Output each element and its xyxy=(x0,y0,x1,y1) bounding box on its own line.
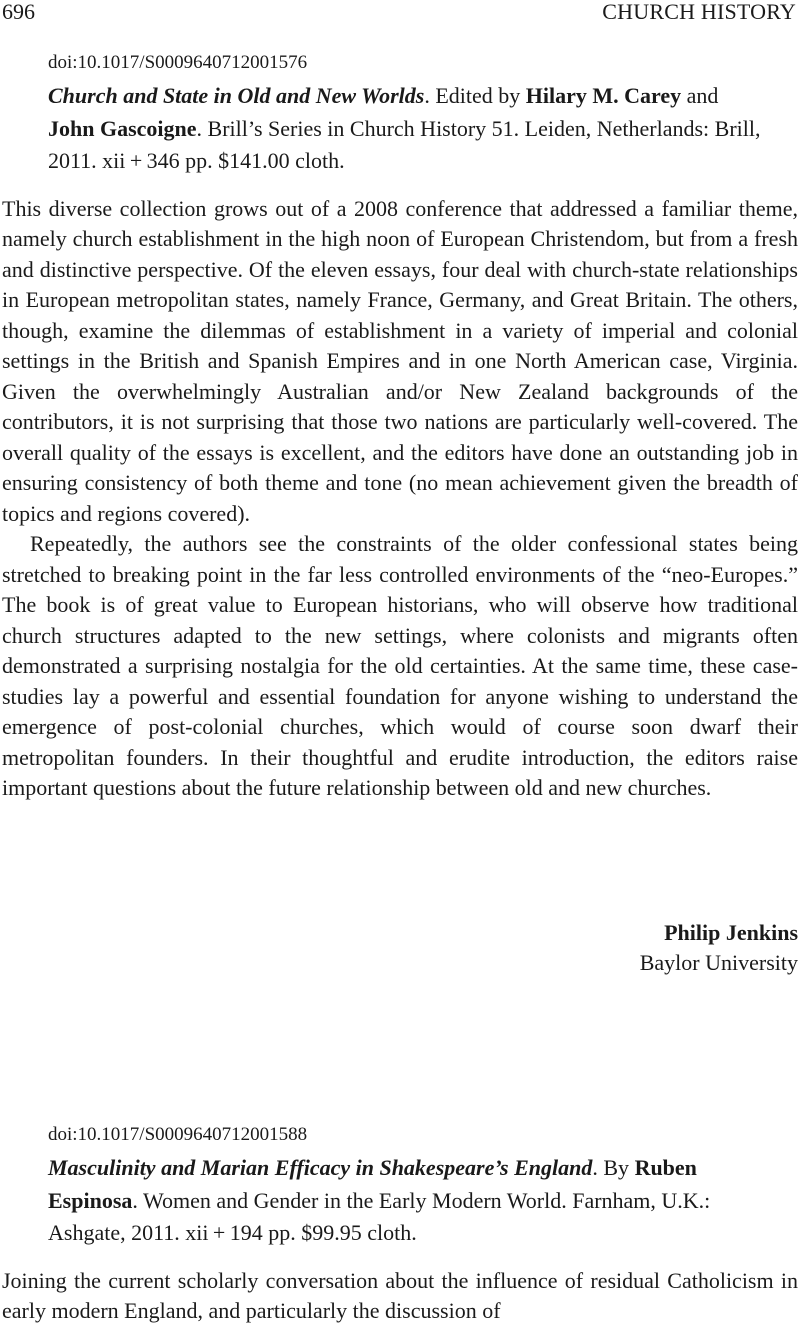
review-body xyxy=(0,1266,798,1327)
citation-text: and xyxy=(681,83,719,108)
book-citation xyxy=(48,1152,768,1250)
paragraph: Joining the current scholarly conversation about the influence of residual Catholicism in early modern England, and particularly the discussion of xyxy=(2,1267,798,1323)
running-head: CHURCH HISTORY xyxy=(602,0,796,24)
editor-name: John Gascoigne xyxy=(48,115,197,141)
book-review-1 xyxy=(0,52,800,804)
reviewer-name: Philip Jenkins xyxy=(664,920,798,945)
editor-name: Hilary M. Carey xyxy=(525,83,682,108)
doi: doi:10.1017/S0009640712001588 xyxy=(48,1124,308,1145)
book-citation xyxy=(48,80,768,178)
doi: doi:10.1017/S0009640712001576 xyxy=(48,52,308,73)
paragraph: Repeatedly, the authors see the constraints of the older confessional states being stretched to breaking point in the far less controlled environments of the “neo-Europes.” The book is of great value to European historians, who will observe how traditional church structures adapted to the new settings, where colonists and migrants often demonstrated a surprising nostalgia for the old certainties. At the same time, these case-studies lay a powerful and essential foundation for anyone wishing to understand the emergence of post-colonial churches, which would of course soon dwarf their metropolitan founders. In their thoughtful and erudite introduction, the editors raise important questions about the future relationship between old and new churches. xyxy=(2,531,798,800)
reviewer-affiliation: Baylor University xyxy=(639,950,798,975)
author-name: Ruben Espinosa xyxy=(48,1155,697,1213)
book-title: Masculinity and Marian Efficacy in Shakespeare’s England xyxy=(48,1155,593,1180)
review-body xyxy=(0,194,798,804)
page-header xyxy=(0,0,800,30)
citation-text: . Edited by xyxy=(424,83,526,108)
citation-text: . By xyxy=(592,1155,635,1180)
book-review-2 xyxy=(0,1124,800,1327)
reviewer-signature xyxy=(640,918,798,978)
page-number: 696 xyxy=(2,0,35,24)
book-title: Church and State in Old and New Worlds xyxy=(48,83,425,108)
citation-text: . Brill’s Series in Church History 51. Leiden, Netherlands: Brill, 2011. xii + 346 pp. $141.00 cloth. xyxy=(48,115,761,173)
citation-text: . Women and Gender in the Early Modern World. Farnham, U.K.: Ashgate, 2011. xii + 194 pp. $99.95 cloth. xyxy=(48,1187,711,1245)
paragraph: This diverse collection grows out of a 2008 conference that addressed a familiar theme, namely church establishment in the high noon of European Christendom, but from a fresh and distinctive perspective. Of the eleven essays, four deal with church-state relationships in European metropolitan states, namely France, Germany, and Great Britain. The others, though, examine the dilemmas of establishment in a variety of imperial and colonial settings in the British and Spanish Empires and in one North American case, Virginia. Given the overwhelmingly Australian and/or New Zealand backgrounds of the contributors, it is not surprising that those two nations are particularly well-covered. The overall quality of the essays is excellent, and the editors have done an outstanding job in ensuring consistency of both theme and tone (no mean achievement given the breadth of topics and regions covered). xyxy=(2,195,798,526)
